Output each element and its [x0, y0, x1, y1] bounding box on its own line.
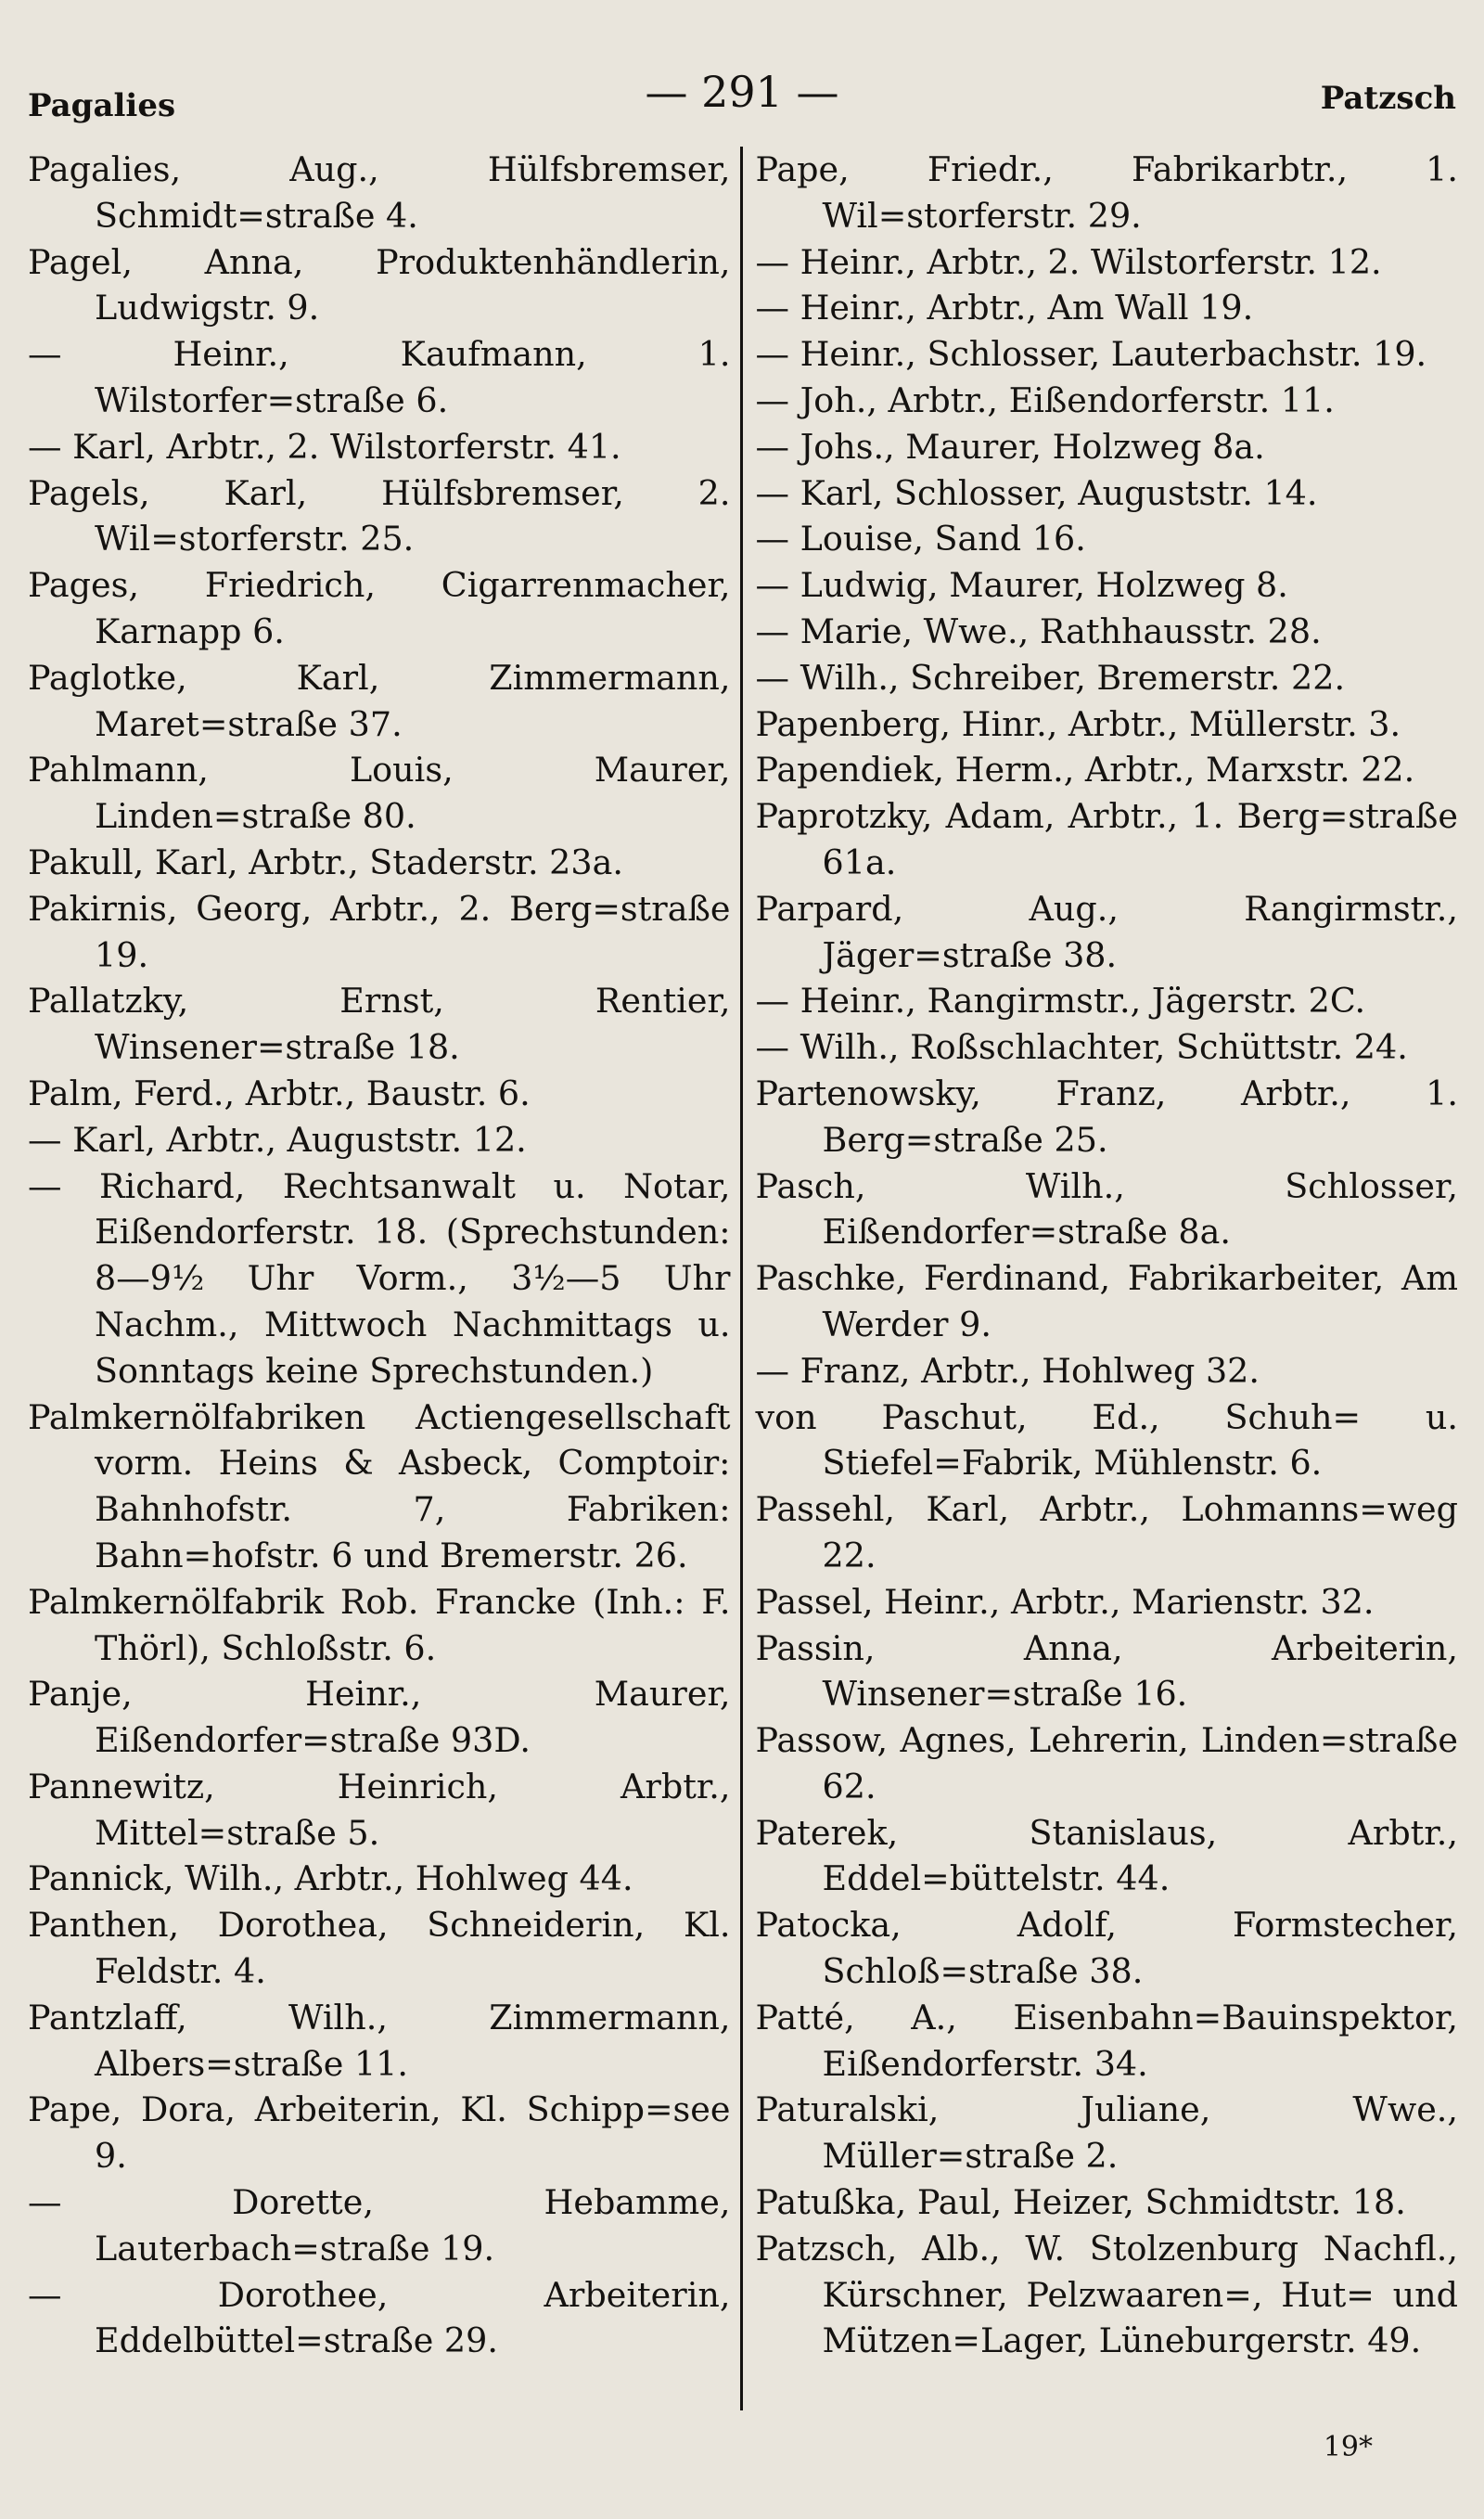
signature-mark: 19* [1323, 2431, 1373, 2463]
directory-entry: — Dorothee, Arbeiterin, Eddelbüttel=straße 29. [28, 2274, 731, 2361]
directory-entry: — Dorette, Hebamme, Lauterbach=straße 19. [28, 2182, 731, 2268]
directory-entry: Pasch, Wilh., Schlosser, Eißendorfer=straße 8a. [755, 1165, 1458, 1253]
directory-entry: Panje, Heinr., Maurer, Eißendorfer=straße 93D. [28, 1674, 731, 1761]
directory-entry: — Heinr., Schlosser, Lauterbachstr. 19. [755, 334, 1427, 375]
directory-entry: Palm, Ferd., Arbtr., Baustr. 6. [28, 1073, 531, 1113]
directory-entry: — Franz, Arbtr., Hohlweg 32. [755, 1350, 1260, 1391]
directory-entry: — Johs., Maurer, Holzweg 8a. [755, 426, 1265, 467]
column-divider [740, 147, 743, 2410]
directory-entry: — Richard, Rechtsanwalt u. Notar, Eißendorferstr. 18. (Sprechstunden: 8—9½ Uhr Vorm., 3½—5 Uhr Nachm., Mittwoch Nachmittags u. Sonntags keine Sprechstunden.) [28, 1165, 731, 1391]
entry-columns [28, 147, 1458, 2410]
directory-entry: — Wilh., Schreiber, Bremerstr. 22. [755, 657, 1346, 698]
directory-entry: — Karl, Schlosser, Auguststr. 14. [755, 472, 1318, 513]
directory-entry: Palmkernölfabriken Actiengesellschaft vorm. Heins & Asbeck, Comptoir: Bahnhofstr. 7, Fabriken: Bahn=hofstr. 6 und Bremerstr. 26. [28, 1396, 731, 1575]
directory-entry: Panthen, Dorothea, Schneiderin, Kl. Feldstr. 4. [28, 1905, 731, 1992]
directory-entry: Papenberg, Hinr., Arbtr., Müllerstr. 3. [755, 703, 1401, 744]
directory-entry: Pahlmann, Louis, Maurer, Linden=straße 80. [28, 750, 731, 837]
directory-entry: — Heinr., Arbtr., 2. Wilstorferstr. 12. [755, 241, 1382, 282]
directory-entry: — Karl, Arbtr., 2. Wilstorferstr. 41. [28, 426, 621, 467]
directory-entry: Passehl, Karl, Arbtr., Lohmanns=weg 22. [755, 1489, 1458, 1575]
directory-entry: — Louise, Sand 16. [755, 519, 1086, 559]
directory-entry: Pakull, Karl, Arbtr., Staderstr. 23a. [28, 842, 623, 882]
header-right-catchword: Patzsch [1320, 80, 1456, 117]
directory-entry: Partenowsky, Franz, Arbtr., 1. Berg=straße 25. [755, 1073, 1458, 1160]
directory-entry: — Heinr., Kaufmann, 1. Wilstorfer=straße 6. [28, 334, 731, 420]
directory-entry: Passin, Anna, Arbeiterin, Winsener=straße 16. [755, 1627, 1458, 1715]
directory-entry: Patzsch, Alb., W. Stolzenburg Nachfl., Kürschner, Pelzwaaren=, Hut= und Mützen=Lager, Lüneburgerstr. 49. [755, 2228, 1458, 2361]
directory-entry: — Heinr., Rangirmstr., Jägerstr. 2C. [755, 981, 1366, 1022]
directory-entry: Paglotke, Karl, Zimmermann, Maret=straße 37. [28, 657, 731, 744]
directory-entry: — Ludwig, Maurer, Holzweg 8. [755, 565, 1288, 606]
directory-entry: Paprotzky, Adam, Arbtr., 1. Berg=straße 61a. [755, 796, 1458, 882]
directory-entry: Paschke, Ferdinand, Fabrikarbeiter, Am Werder 9. [755, 1258, 1458, 1344]
directory-entry: — Heinr., Arbtr., Am Wall 19. [755, 288, 1254, 328]
left-column [28, 147, 736, 2410]
directory-entry: von Paschut, Ed., Schuh= u. Stiefel=Fabrik, Mühlenstr. 6. [755, 1396, 1458, 1484]
directory-entry: Pape, Friedr., Fabrikarbtr., 1. Wil=storferstr. 29. [755, 149, 1458, 236]
directory-entry: Patocka, Adolf, Formstecher, Schloß=straße 38. [755, 1905, 1458, 1992]
directory-entry: Pagel, Anna, Produktenhändlerin, Ludwigstr. 9. [28, 241, 731, 328]
directory-entry: Pakirnis, Georg, Arbtr., 2. Berg=straße 19. [28, 888, 731, 975]
directory-entry: Pages, Friedrich, Cigarrenmacher, Karnapp 6. [28, 565, 731, 651]
directory-entry: Pantzlaff, Wilh., Zimmermann, Albers=straße 11. [28, 1997, 731, 2084]
directory-entry: Pannewitz, Heinrich, Arbtr., Mittel=straße 5. [28, 1766, 731, 1853]
directory-entry: — Karl, Arbtr., Auguststr. 12. [28, 1119, 527, 1160]
directory-entry: Pagalies, Aug., Hülfsbremser, Schmidt=straße 4. [28, 149, 731, 236]
directory-entry: Pallatzky, Ernst, Rentier, Winsener=straße 18. [28, 981, 731, 1068]
directory-entry: Paturalski, Juliane, Wwe., Müller=straße 2. [755, 2089, 1458, 2177]
directory-entry: Patußka, Paul, Heizer, Schmidtstr. 18. [755, 2182, 1406, 2223]
page-header [28, 61, 1456, 126]
directory-entry: Pannick, Wilh., Arbtr., Hohlweg 44. [28, 1858, 633, 1899]
directory-entry: Parpard, Aug., Rangirmstr., Jäger=straße 38. [755, 888, 1458, 975]
right-column [747, 147, 1459, 2410]
directory-entry: Passow, Agnes, Lehrerin, Linden=straße 62. [755, 1720, 1458, 1806]
directory-entry: Patté, A., Eisenbahn=Bauinspektor, Eißendorferstr. 34. [755, 1997, 1458, 2084]
directory-entry: Pagels, Karl, Hülfsbremser, 2. Wil=storferstr. 25. [28, 472, 731, 559]
directory-entry: Palmkernölfabrik Rob. Francke (Inh.: F. Thörl), Schloßstr. 6. [28, 1581, 731, 1668]
directory-entry: — Marie, Wwe., Rathhausstr. 28. [755, 610, 1322, 651]
directory-entry: Pape, Dora, Arbeiterin, Kl. Schipp=see 9. [28, 2089, 731, 2177]
directory-entry: Paterek, Stanislaus, Arbtr., Eddel=büttelstr. 44. [755, 1812, 1458, 1899]
header-left-catchword: Pagalies [28, 87, 176, 124]
page-number: — 291 — [645, 67, 839, 117]
directory-entry: Passel, Heinr., Arbtr., Marienstr. 32. [755, 1581, 1375, 1622]
directory-entry: — Wilh., Roßschlachter, Schüttstr. 24. [755, 1027, 1408, 1068]
directory-entry: — Joh., Arbtr., Eißendorferstr. 11. [755, 379, 1335, 420]
directory-entry: Papendiek, Herm., Arbtr., Marxstr. 22. [755, 750, 1415, 790]
